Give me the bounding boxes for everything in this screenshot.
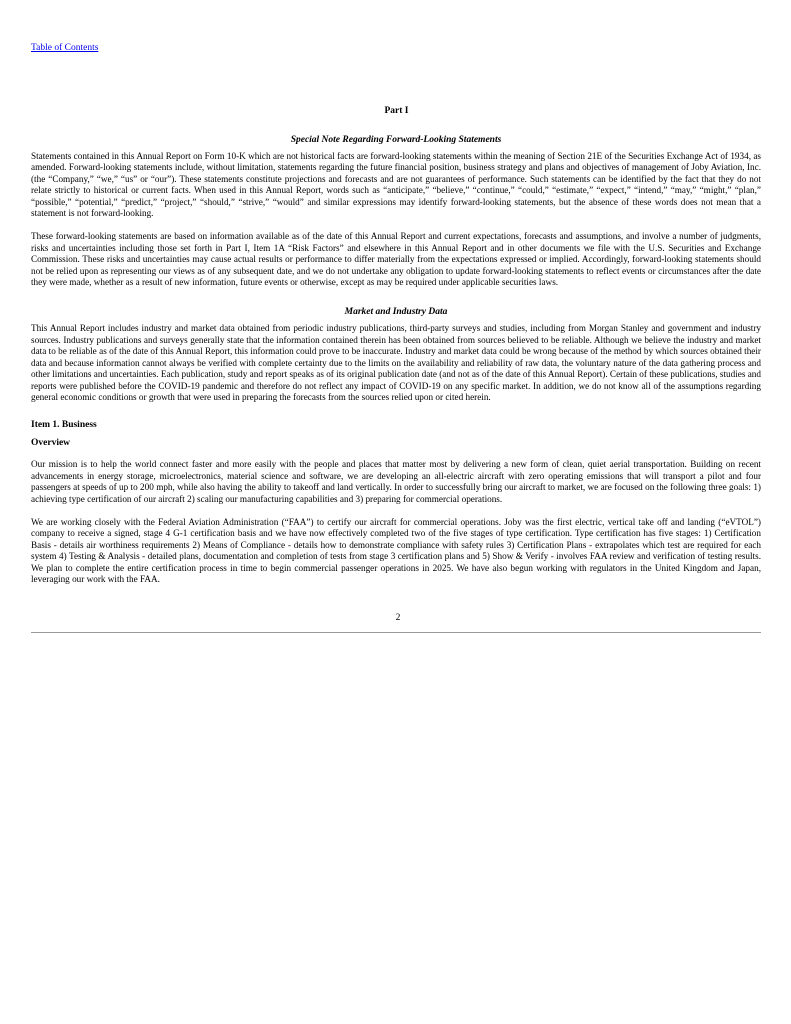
overview-section (31, 459, 761, 585)
overview-heading: Overview (31, 438, 71, 449)
table-of-contents-link[interactable]: Table of Contents (31, 43, 99, 53)
overview-paragraph-2: We are working closely with the Federal Aviation Administration (“FAA”) to certify our aircraft for commercial operations. Joby was the first electric, vertical take off and landing (“eVTOL”) company to receive a signed, stage 4 G-1 certification basis and we have now effectively completed two of the five stages of type certification. Type certification has five stages: 1) Certification Basis - details air worthiness requirements 2) Means of Compliance - details how to demonstrate compliance with safety rules 3) Certification Plans - extrapolates which test are required for each system 4) Testing & Analysis - detailed plans, documentation and completion of tests from stage 3 certification plans and 5) Show & Verify - involves FAA review and verification of testing results. We plan to complete the entire certification process in time to begin commercial passenger operations in 2025. We have also begun working with regulators in the United Kingdom and Japan, leveraging our work with the FAA. (31, 516, 761, 584)
forward-looking-heading: Special Note Regarding Forward-Looking Statements (290, 135, 502, 145)
market-data-paragraph-1: This Annual Report includes industry and market data obtained from periodic industry publications, third-party surveys and studies, including from Morgan Stanley and government and industry sources. Industry publications and surveys generally state that the information contained therein has been obtained from sources believed to be reliable. Although we believe the industry and market data to be reliable as of the date of this Annual Report, this information could prove to be inaccurate. Industry and market data could be wrong because of the method by which sources obtained their data and because information cannot always be verified with complete certainty due to the limits on the availability and reliability of raw data, the voluntary nature of the data gathering process and other limitations and uncertainties. Each publication, study and report speaks as of its original publication date (and not as of the date of this Annual Report). Certain of these publications, studies and reports were published before the COVID-19 pandemic and therefore do not reflect any impact of COVID-19 on any specific market. In addition, we do not know all of the assumptions regarding general economic conditions or growth that were used in preparing the forecasts from the sources relied upon or cited herein. (31, 323, 761, 402)
market-data-section (31, 323, 761, 403)
forward-looking-paragraph-2: These forward-looking statements are based on information available as of the date of this Annual Report and current expectations, forecasts and assumptions, and involve a number of judgments, risks and uncertainties including those set forth in Part I, Item 1A “Risk Factors” and elsewhere in this Annual Report and in other documents we file with the U.S. Securities and Exchange Commission. These risks and uncertainties may cause actual results or performance to differ materially from the expectations expressed or implied. Accordingly, forward-looking statements should not be relied upon as representing our views as of any subsequent date, and we do not undertake any obligation to update forward-looking statements to reflect events or circumstances after the date they were made, whether as a result of new information, future events or otherwise, except as may be required under applicable securities laws. (31, 231, 761, 288)
document-page (31, 37, 761, 633)
forward-looking-paragraph-1: Statements contained in this Annual Report on Form 10-K which are not historical facts are forward-looking statements within the meaning of Section 21E of the Securities Exchange Act of 1934, as amended. Forward-looking statements include, without limitation, statements regarding the future financial position, business strategy and plans and objectives of management of Joby Aviation, Inc. (the “Company,” “we,” “us” or “our”). These statements constitute projections and forecasts and are not guarantees of performance. Such statements can be identified by the fact that they do not relate strictly to historical or current facts. When used in this Annual Report, words such as “anticipate,” “believe,” “continue,” “could,” “estimate,” “expect,” “intend,” “may,” “might,” “plan,” “possible,” “potential,” “predict,” “project,” “should,” “strive,” “would” and similar expressions may identify forward-looking statements, but the absence of these words does not mean that a statement is not forward-looking. (31, 151, 761, 219)
page-divider (31, 632, 761, 633)
forward-looking-section (31, 151, 761, 288)
page-number: 2 (395, 613, 401, 624)
part-title: Part I (384, 106, 409, 116)
overview-paragraph-1: Our mission is to help the world connect faster and more easily with the people and places that matter most by delivering a new form of clean, quiet aerial transportation. Building on recent advancements in energy storage, microelectronics, material science and software, we are developing an all-electric aircraft with zero operating emissions that will transport a pilot and four passengers at speeds of up to 200 mph, while also having the ability to takeoff and land vertically. In order to successfully bring our aircraft to market, we are focused on the following three goals: 1) achieving type certification of our aircraft 2) scaling our manufacturing capabilities and 3) preparing for commercial operations. (31, 459, 761, 504)
market-data-heading: Market and Industry Data (344, 307, 448, 318)
item-1-heading: Item 1. Business (31, 420, 97, 431)
